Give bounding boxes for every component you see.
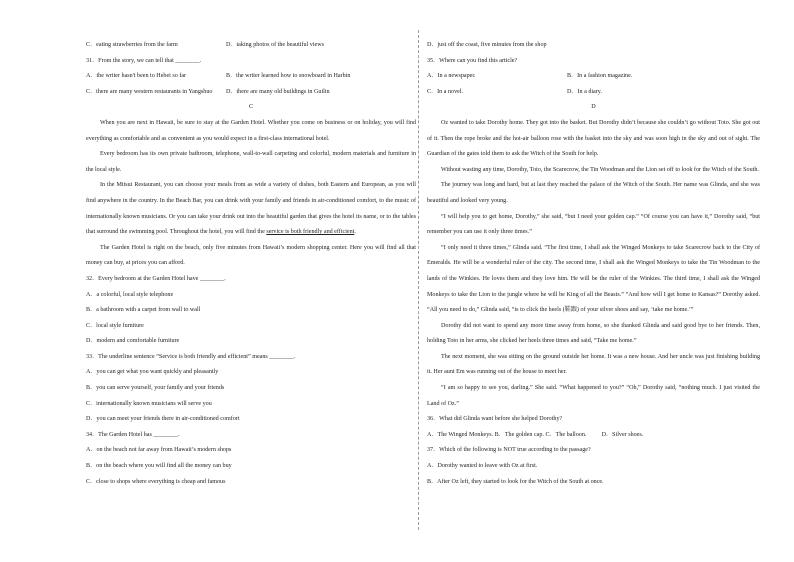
passage-d-paragraph-3: The journey was long and hard, but at last they reached the palace of the Witch of the South. Her name was Glinda, and she was beautiful and looked very young.: [427, 182, 760, 204]
passage-d-paragraph-4: “I will help you to get home, Dorothy,” she said, “but I need your golden cap.” “Of course you can have it,” Dorothy said, “but remember you can use it only three times.”: [427, 213, 760, 236]
q31-option-b[interactable]: B．the writer learned how to snowboard in Harbin: [226, 73, 351, 80]
q35-stem: 35．Where can you find this article?: [427, 57, 518, 64]
q35-option-d[interactable]: D．In a diary.: [567, 88, 602, 95]
passage-c-paragraph-1: When you are next in Hawaii, be sure to stay at the Garden Hotel. Whether you come on business or on holiday, you will find everything as comfortable and as convenient as you would expect in a first-class international hotel.: [86, 119, 416, 142]
q34-option-c[interactable]: C．close to shops where everything is cheap and famous: [86, 478, 226, 485]
q35-option-c[interactable]: C．In a novel.: [427, 88, 464, 95]
q33-option-d[interactable]: D．you can meet your friends there in air-conditioned comfort: [86, 416, 240, 423]
q34-option-b[interactable]: B．on the beach where you will find all the money can buy: [86, 463, 232, 470]
q37-stem: 37．Which of the following is NOT true according to the passage?: [427, 447, 591, 454]
q34-option-d[interactable]: D．just off the coast, five minutes from the shop: [427, 42, 547, 48]
column-divider: [418, 30, 419, 530]
q32-option-c[interactable]: C．local style furniture: [86, 322, 144, 329]
q31-option-a[interactable]: A．the writer hasn't been to Hebei so far: [86, 73, 187, 80]
q31-options-cd: [86, 85, 416, 101]
q30-options-cd: [86, 38, 416, 54]
passage-d-paragraph-8: “I am so happy to see you, darling.” She said. “What happened to you?” “Oh,” Dorothy said, “nothing much. I just visited the Land of Oz.”: [427, 385, 760, 407]
section-d-heading: D: [591, 104, 596, 111]
q36-options[interactable]: A．The Winged Monkeys. B．The golden cap. C．The balloon. D．Silver shoes.: [427, 431, 644, 438]
passage-d-paragraph-7: The next moment, she was sitting on the ground outside her home. It was a new house. And her uncle was just finishing building it. Her aunt Em was running out of the house to meet her.: [427, 353, 760, 376]
q34-option-a[interactable]: A．on the beach not far away from Hawaii’s modern shops: [86, 447, 232, 454]
q33-stem: 33．The underline sentence “Service is both friendly and efficient” means ________.: [86, 353, 296, 360]
q30-option-d[interactable]: D．taking photos of the beautiful views: [226, 42, 324, 48]
passage-c-paragraph-4: The Garden Hotel is right on the beach, only five minutes from Hawaii’s modern shopping center. Here you will find all that money can buy, at prices you can afford.: [86, 244, 416, 267]
passage-d-paragraph-2: Without wasting any time, Dorothy, Toto, the Scarecrow, the Tin Woodman and the Lion set off to look for the Witch of the South.: [441, 166, 759, 173]
q36-stem: 36．What did Glinda want before she helped Dorothy?: [427, 416, 563, 423]
q30-option-c[interactable]: C．eating strawberries from the farm: [86, 42, 178, 48]
q37-option-a[interactable]: A．Dorothy wanted to leave with Oz at first.: [427, 463, 538, 470]
passage-c-paragraph-3: [86, 178, 416, 240]
q32-stem: 32．Every bedroom at the Garden Hotel have ________.: [86, 275, 226, 282]
left-column: [86, 38, 416, 490]
q35-option-b[interactable]: B．In a fashion magazine.: [567, 73, 633, 80]
section-c-heading: C: [248, 104, 254, 111]
q35-options-ab: [427, 69, 760, 85]
passage-c-paragraph-2: Every bedroom has its own private bathroom, telephone, wall-to-wall carpeting and colorful, modern materials and furniture in the local style.: [86, 151, 416, 173]
q31-option-c[interactable]: C．there are many western restaurants in Yangshuo: [86, 88, 213, 95]
passage-d-paragraph-1: Oz wanted to take Dorothy home. They got into the basket. But Dorothy didn’t because she couldn’t go without Toto. She got out of it. Then the rope broke and the hot-air balloon rose with the basket into the sky and was soon high in the sky and out of sight. The Guardian of the gates told them to ask the Witch of the South for help.: [427, 119, 760, 158]
q35-options-cd: [427, 85, 760, 101]
passage-c-p3-text: In the Mitsui Restaurant, you can choose your meals from as wide a variety of dishes, both Eastern and European, as you will find anywhere in the country. In the Beach Bar, you can drink with your family and friends in air-conditioned comfort, to the music of internationally known musicians. Or you can take your drink out into the beautiful garden that gives the hotel its name, or to the tables that surround the swimming pool. Throughout the hotel, you will find the: [86, 182, 416, 236]
passage-d-paragraph-6: Dorothy did not want to spend any more time away from home, so she thanked Glinda and said good bye to her friends. Then, holding Toto in her arms, she clicked her heels three times and said, “Take me home.”: [427, 322, 760, 345]
q32-option-a[interactable]: A．a colorful, local style telephone: [86, 291, 174, 298]
right-column: [427, 38, 760, 490]
q37-option-b[interactable]: B．After Oz left, they started to look for the Witch of the South at once.: [427, 478, 604, 485]
q33-option-c[interactable]: C．internationally known musicians will serve you: [86, 400, 212, 407]
passage-d-paragraph-5: “I only need it three times,” Glinda said. “The first time, I shall ask the Winged Monkeys to take Scarecrow back to the City of Emeralds. He will be a wonderful ruler of the city. The second time, I shall ask the Winged Monkeys to take the Tin Woodman to the lands of the Winkies. He loves them and they love him. He will be the ruler of the Winkies. The third time, I shall ask the Winged Monkeys to take the Lion to the jungle where he will be King of all the Beasts.” “And how will I get home to Kansas?” Dorothy asked. “All you need to do,” Glinda said, “is to click the heels (鞋跟) of your silver shoes and say, ‘take me home.’”: [427, 244, 760, 314]
q31-stem: 31．From the story, we can tell that ________.: [86, 57, 202, 64]
q32-option-b[interactable]: B．a bathroom with a carpet from wall to wall: [86, 307, 201, 314]
q33-option-b[interactable]: B．you can serve yourself, your family and your friends: [86, 385, 225, 392]
q31-options-ab: [86, 69, 416, 85]
q31-option-d[interactable]: D．there are many old buildings in Guilin: [226, 88, 330, 95]
q34-stem: 34．The Garden Hotel has ________.: [86, 431, 180, 438]
q33-option-a[interactable]: A．you can get what you want quickly and pleasantly: [86, 369, 219, 376]
q35-option-a[interactable]: A．In a newspaper.: [427, 73, 476, 80]
underlined-sentence: service is both friendly and efficient: [266, 229, 355, 236]
passage-c-p3-end: .: [354, 229, 356, 236]
q32-option-d[interactable]: D．modern and comfortable furniture: [86, 338, 180, 345]
